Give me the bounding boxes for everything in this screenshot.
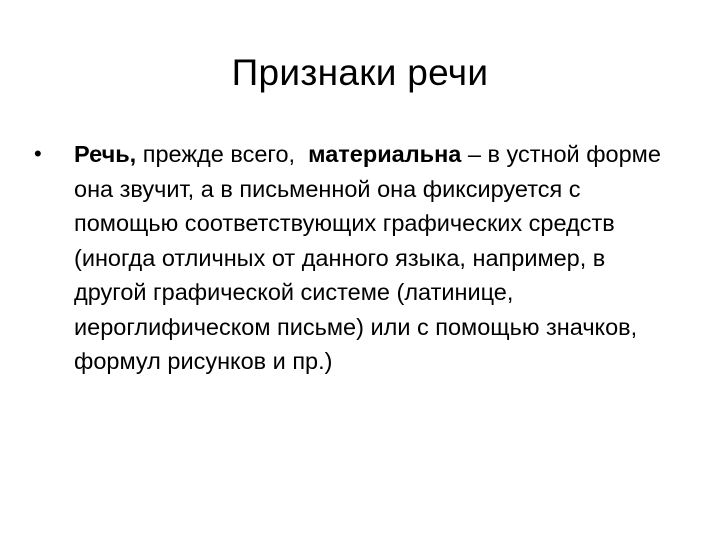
- text-segment-1: прежде всего,: [136, 141, 309, 167]
- slide-title: Признаки речи: [231, 52, 489, 93]
- term-speech: Речь,: [74, 141, 137, 167]
- bullet-list: [34, 137, 684, 379]
- bullet-icon: •: [34, 141, 42, 166]
- text-segment-2: – в устной форме она звучит, а в письменной она фиксируется с помощью соответствующих графических средств (иногда отличных от данного языка, например, в другой графической системе (латинице, иероглифическом письме) или с помощью значков, формул рисунков и пр.): [74, 141, 661, 374]
- list-item: [34, 137, 684, 379]
- term-material: материальна: [308, 141, 462, 167]
